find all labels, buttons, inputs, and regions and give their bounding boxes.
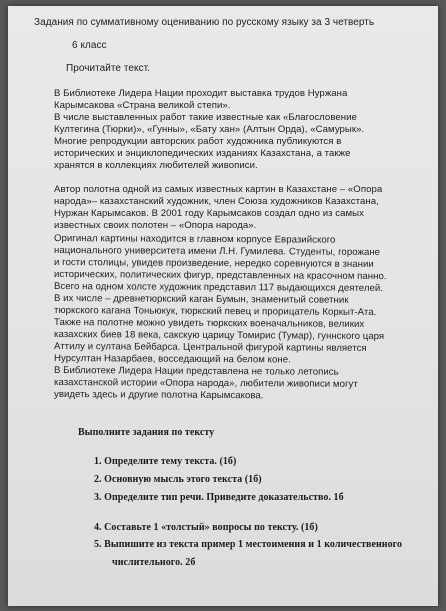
text-line: Аттилу и султана Бейбарса. Центральной фигурой картины является [53, 341, 367, 354]
task-item: 3. Определите тип речи. Приведите доказательство. 1б [94, 492, 344, 503]
text-line: национального университета имени Л.Н. Гумилева. Студенты, горожане [53, 245, 381, 258]
task-item-continuation: числительного. 2б [112, 557, 196, 568]
text-line: Многие репродукции авторских работ художника публикуются в [54, 136, 342, 147]
text-line: казахстанской истории «Опора народа», любители живописи могут [53, 377, 358, 390]
text-line: Оригинал картины находится в главном корпусе Евразийского [53, 233, 336, 246]
text-line: Култегина (Тюрки)», «Гунны», «Бату хан» (Алтын Орда), «Самурык». [54, 124, 365, 135]
worksheet-page [8, 6, 438, 606]
text-line: Автор полотна одной из самых известных картин в Казахстане – «Опора [54, 184, 383, 195]
text-line: увидеть здесь и другие полотна Карымсакова. [53, 389, 264, 402]
text-line: казахских биев 18 века, сакскую царицу Томирис (Тумар), гуннского царя [53, 329, 385, 343]
text-line: Всего на одном холсте художник представил 117 выдающихся деятелей. [53, 281, 384, 295]
text-line: В Библиотеке Лидера Нации представлена не только летопись [53, 365, 339, 378]
text-line: В Библиотеке Лидера Нации проходит выставка трудов Нуржана [54, 88, 348, 99]
text-line: Также на полотне можно увидеть тюркских военачальников, великих [53, 317, 365, 330]
text-line: тюркского кагана Тоньюкук, тюркский певец и прорицатель Коркыт-Ата. [53, 305, 377, 318]
grade-label: 6 класс [72, 40, 107, 51]
text-line: исторических, политических фигур, представленных на красочном панно. [53, 269, 387, 283]
reading-instruction: Прочитайте текст. [66, 63, 150, 74]
text-line: исторических и энциклопедических изданиях Казахстана, а также [54, 148, 351, 159]
text-line: хранятся в коллекциях любителей живописи. [54, 160, 258, 171]
task-item: 4. Составьте 1 «толстый» вопросы по тексту. (1б) [94, 522, 318, 533]
task-item: 1. Определите тему текста. (1б) [94, 456, 237, 467]
text-line: В их числе – древнетюркский каган Бумын, знаменитый советник [53, 293, 349, 306]
text-line: В числе выставленных работ такие известные как «Благословение [54, 112, 357, 123]
text-line: Нуржан Карымсаков. В 2001 году Карымсаков создал одно из самых [54, 208, 364, 219]
task-item: 5. Выпишите из текста пример 1 местоимения и 1 количественного [94, 539, 403, 550]
text-line: народа»– казахстанский художник, член Союза художников Казахстана, [54, 196, 379, 207]
text-line: Карымсакова «Страна великой степи». [54, 100, 231, 111]
text-line: Нурсултан Назарбаев, восседающий на белом коне. [53, 353, 291, 366]
task-item: 2. Основную мысль этого текста (1б) [94, 474, 262, 485]
text-line: известных своих полотен – «Опора народа». [54, 220, 257, 231]
worksheet-title: Задания по суммативному оцениванию по русскому языку за 3 четверть [34, 17, 375, 28]
text-line: и гости столицы, увидев произведение, нередко соревнуются в знании [53, 257, 374, 270]
tasks-heading: Выполните задания по тексту [78, 427, 215, 438]
